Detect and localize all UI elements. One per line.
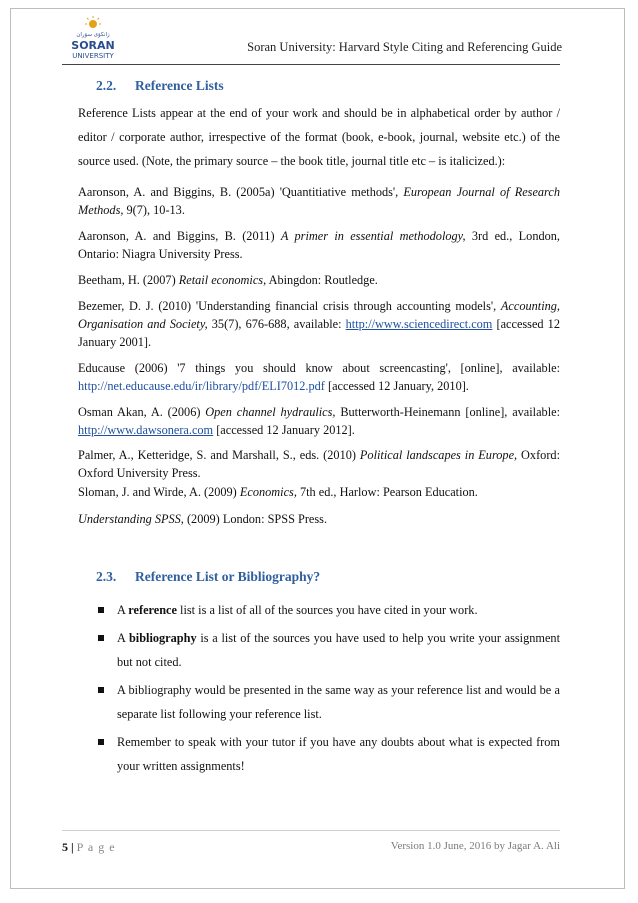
- section-2-3-heading: [96, 569, 320, 585]
- reference-entry: Understanding SPSS, (2009) London: SPSS Press.: [78, 512, 328, 526]
- list-item: A bibliography is a list of the sources you have used to help you write your assignment but not cited.: [96, 626, 560, 674]
- square-bullet-icon: [98, 607, 104, 613]
- reference-entry: Bezemer, D. J. (2010) 'Understanding financial crisis through accounting models', Accounting, Organisation and Society, 35(7), 676-688, available: http://www.sciencedirect.com [accessed 12 January 2001].: [78, 299, 560, 349]
- footer-divider: [62, 830, 560, 831]
- bullet-list: [96, 598, 560, 782]
- list-item: Remember to speak with your tutor if you have any doubts about what is expected from your written assignments!: [96, 730, 560, 778]
- dawsonera-link[interactable]: http://www.dawsonera.com: [78, 423, 214, 437]
- intro-paragraph: Reference Lists appear at the end of your work and should be in alphabetical order by author / editor / corporate author, irrespective of the format (book, e-book, journal, website etc.) of the source used. (Note, the primary source – the book title, journal title etc – is italicized.):: [78, 106, 560, 168]
- section-number: 2.3.: [96, 569, 117, 584]
- header-title: Soran University: Harvard Style Citing and Referencing Guide: [247, 40, 562, 54]
- sciencedirect-link[interactable]: http://www.sciencedirect.com: [345, 317, 493, 331]
- logo-text-main: SORAN: [71, 39, 115, 52]
- section-title: Reference Lists: [135, 78, 224, 93]
- section-2-2-heading: [96, 78, 224, 94]
- section-number: 2.2.: [96, 78, 117, 93]
- reference-entry: Aaronson, A. and Biggins, B. (2011) A primer in essential methodology, 3rd ed., London, Ontario: Niagra University Press.: [78, 229, 560, 261]
- reference-entry: Beetham, H. (2007) Retail economics, Abingdon: Routledge.: [78, 273, 378, 287]
- reference-entry: Palmer, A., Ketteridge, S. and Marshall, S., eds. (2010) Political landscapes in Europe, Oxford: Oxford University Press.: [78, 448, 560, 480]
- square-bullet-icon: [98, 739, 104, 745]
- square-bullet-icon: [98, 635, 104, 641]
- square-bullet-icon: [98, 687, 104, 693]
- header-divider: [62, 64, 560, 65]
- list-item: A bibliography would be presented in the same way as your reference list and would be a separate list following your reference list.: [96, 678, 560, 726]
- version-info: Version 1.0 June, 2016 by Jagar A. Ali: [390, 840, 560, 852]
- reference-entry: Sloman, J. and Wirde, A. (2009) Economics, 7th ed., Harlow: Pearson Education.: [78, 485, 478, 499]
- sun-emblem-icon: [85, 16, 101, 28]
- logo-text-top: زانکۆی سۆران: [76, 32, 110, 38]
- educause-link[interactable]: http://net.educause.edu/ir/library/pdf/ELI7012.pdf: [78, 379, 325, 393]
- reference-entry: Osman Akan, A. (2006) Open channel hydraulics, Butterworth-Heinemann [online], available: http://www.dawsonera.com [accessed 12 January 2012].: [78, 405, 560, 437]
- section-title: Reference List or Bibliography?: [135, 569, 321, 584]
- page-number: 5 | P a g e: [62, 840, 116, 854]
- university-logo: [62, 14, 124, 64]
- reference-entry: Aaronson, A. and Biggins, B. (2005a) 'Quantitiative methods', European Journal of Research Methods, 9(7), 10-13.: [78, 185, 560, 217]
- reference-entry: Educause (2006) '7 things you should know about screencasting', [online], available: http://net.educause.edu/ir/library/pdf/ELI7012.pdf [accessed 12 January, 2010].: [78, 361, 560, 393]
- logo-text-sub: UNIVERSITY: [72, 52, 114, 60]
- list-item: A reference list is a list of all of the sources you have cited in your work.: [96, 598, 560, 622]
